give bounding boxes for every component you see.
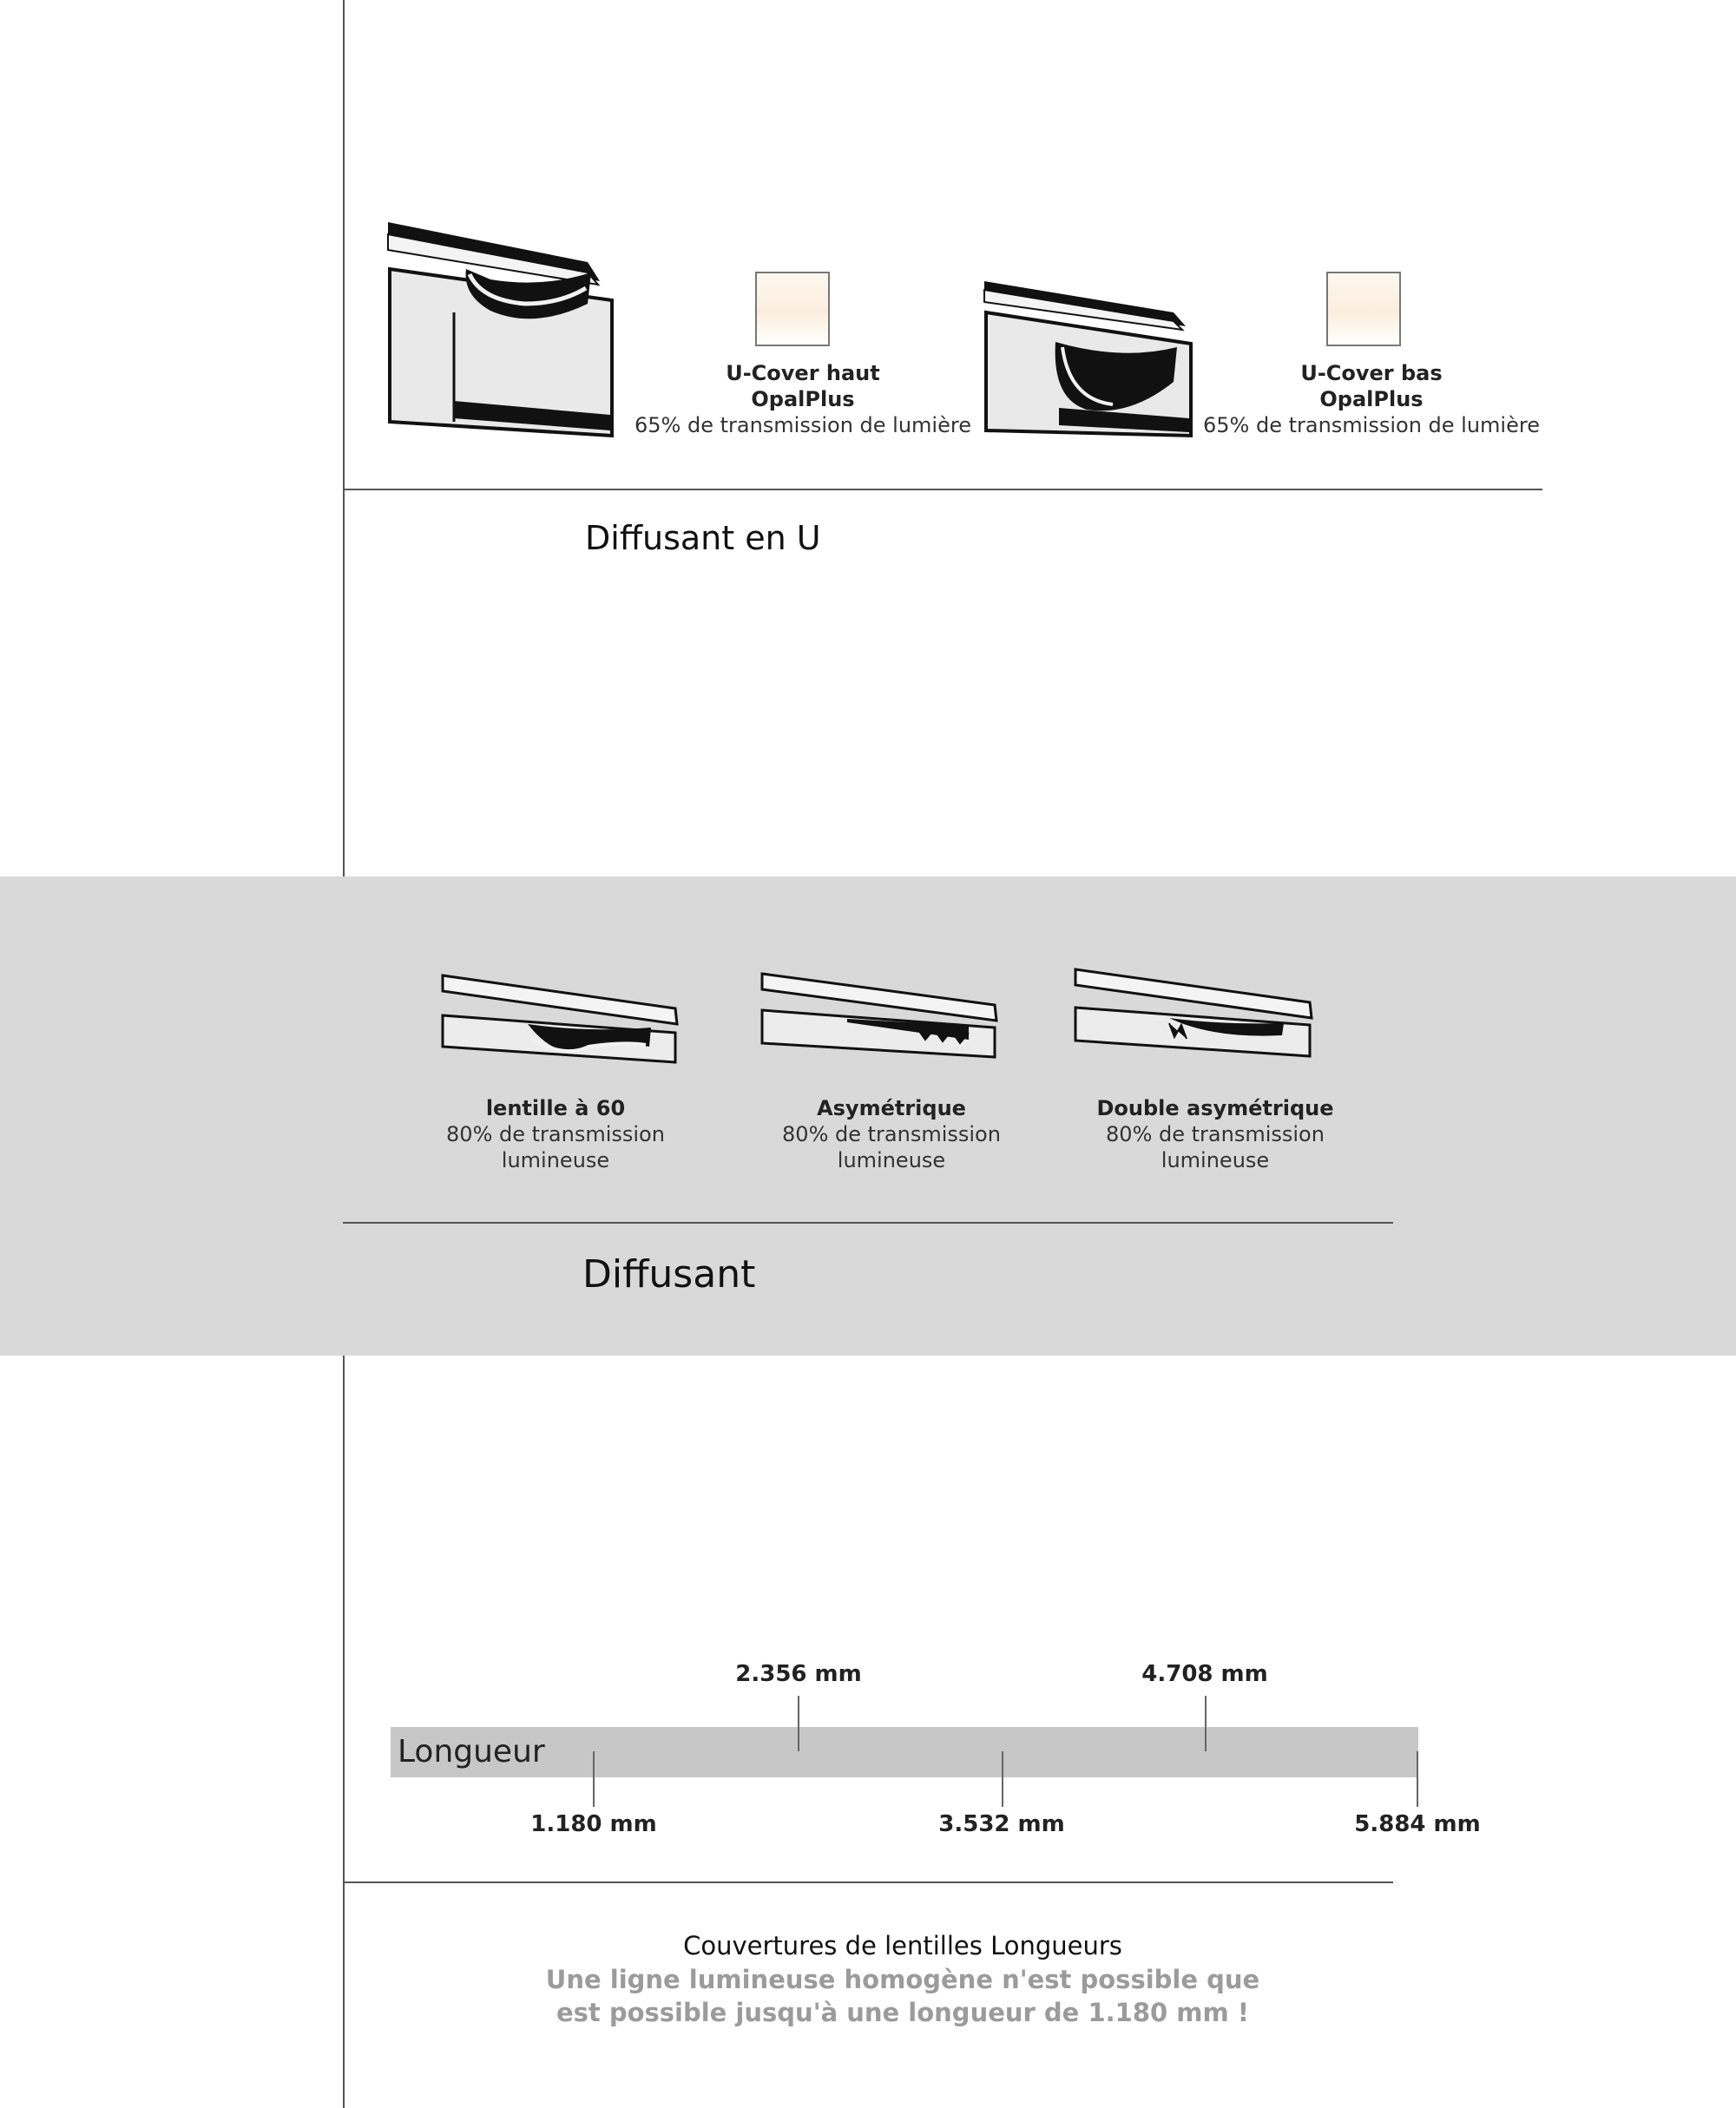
footer-note-line2: est possible jusqu'à une longueur de 1.180 mm ! [556, 1998, 1250, 2027]
lentille-transmission-line2: lumineuse [501, 1148, 610, 1172]
double-asymetrique-transmission-line2: lumineuse [1161, 1148, 1270, 1172]
footer-note-line1: Une ligne lumineuse homogène n'est possible que [545, 1965, 1260, 1994]
double-asymetrique-transmission-line1: 80% de transmission [1106, 1122, 1325, 1146]
heading-diffusant: Diffusant [582, 1252, 756, 1297]
length-bar-label: Longueur [398, 1734, 545, 1770]
asymetrique-caption [744, 1095, 1039, 1173]
tick-1180 [593, 1751, 595, 1807]
profile-illustration-u-cover-bas [983, 278, 1200, 438]
lentille-caption [408, 1095, 703, 1173]
profile-illustration-double-asymetrique [1074, 966, 1318, 1063]
profile-illustration-lentille [441, 972, 684, 1072]
double-asymetrique-caption [1068, 1095, 1363, 1173]
color-swatch-bas [1326, 272, 1401, 346]
length-mark-4708: 4.708 mm [1141, 1661, 1268, 1687]
tick-5884 [1417, 1751, 1418, 1807]
double-asymetrique-name: Double asymétrique [1096, 1096, 1334, 1120]
asymetrique-transmission-line1: 80% de transmission [782, 1122, 1001, 1146]
u-cover-bas-transmission: 65% de transmission de lumière [1203, 413, 1540, 437]
tick-3532 [1002, 1751, 1003, 1807]
asymetrique-name: Asymétrique [817, 1096, 966, 1120]
lentille-transmission-line1: 80% de transmission [446, 1122, 665, 1146]
section-divider-u [343, 489, 1542, 490]
tick-4708 [1205, 1696, 1207, 1751]
length-mark-2356: 2.356 mm [735, 1661, 862, 1687]
heading-diffusant-en-u: Diffusant en U [585, 519, 821, 557]
u-cover-haut-transmission: 65% de transmission de lumière [635, 413, 971, 437]
u-cover-haut-name-line2: OpalPlus [751, 387, 855, 411]
asymetrique-transmission-line2: lumineuse [837, 1148, 946, 1172]
lentille-name: lentille à 60 [485, 1096, 626, 1120]
u-cover-bas-name-line1: U-Cover bas [1300, 361, 1443, 385]
profile-illustration-u-cover-haut [386, 217, 621, 438]
length-mark-5884: 5.884 mm [1354, 1811, 1481, 1837]
length-mark-1180: 1.180 mm [530, 1811, 657, 1837]
u-cover-haut-name-line1: U-Cover haut [726, 361, 880, 385]
profile-illustration-asymetrique [760, 970, 1003, 1066]
length-mark-3532: 3.532 mm [938, 1811, 1065, 1837]
u-cover-bas-caption [1198, 360, 1545, 438]
u-cover-bas-name-line2: OpalPlus [1319, 387, 1424, 411]
footer-note-title: Couvertures de lentilles Longueurs [683, 1931, 1122, 1960]
u-cover-haut-caption [629, 360, 976, 438]
color-swatch-haut [755, 272, 830, 346]
tick-2356 [798, 1696, 799, 1751]
section-divider-lengths [343, 1881, 1393, 1883]
section-divider-diffusant [343, 1222, 1393, 1224]
